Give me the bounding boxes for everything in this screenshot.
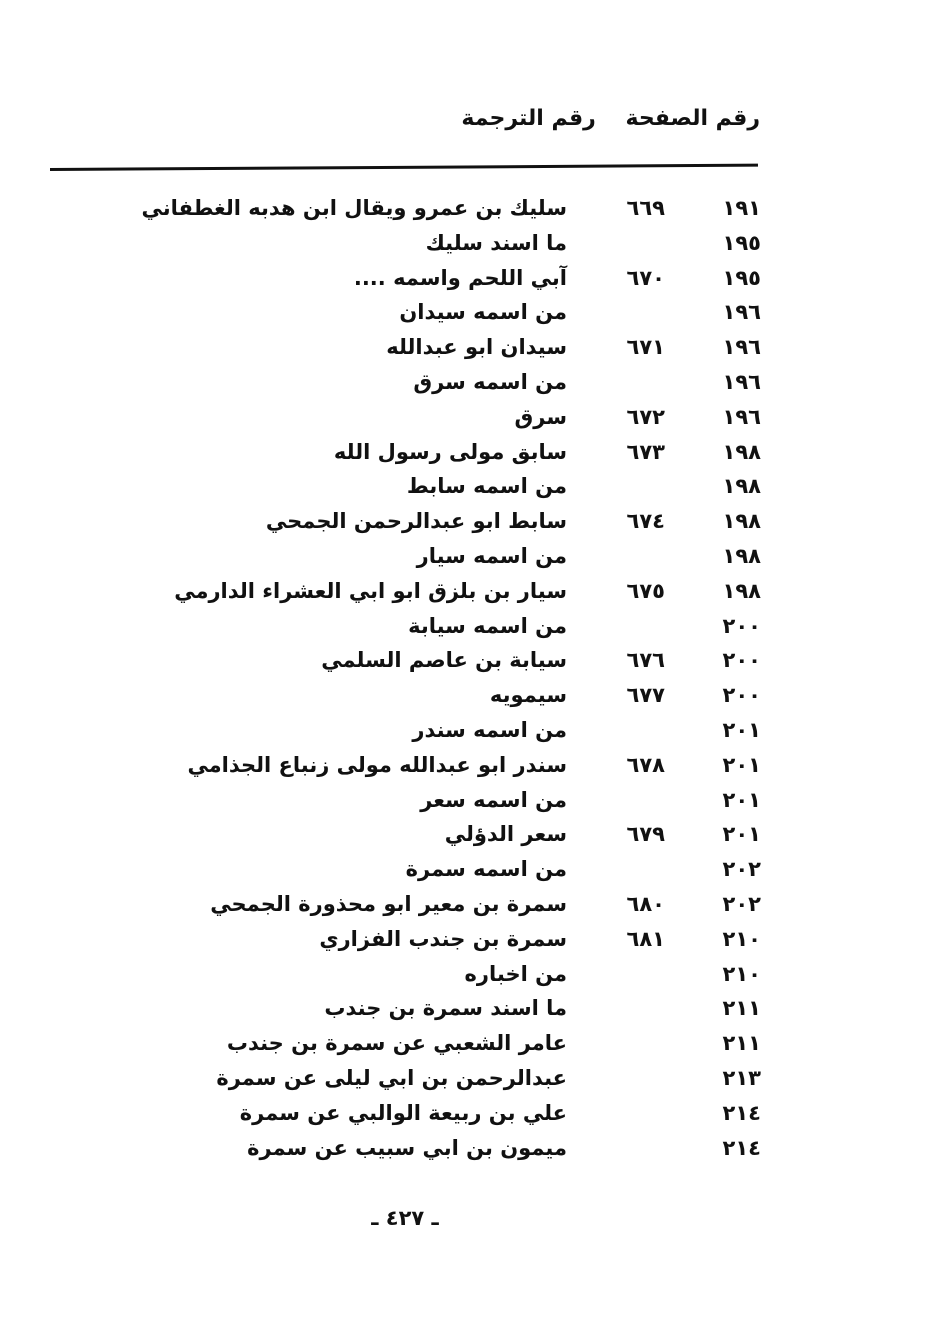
biography-number-cell: ٦٧٩ [626, 822, 665, 847]
entry-name-cell: علي بن ربيعة الوالبي عن سمرة [239, 1100, 567, 1125]
entry-name-cell: من اسمه سمرة [405, 857, 567, 882]
entry-name-cell: سمرة بن معير ابو محذورة الجمحي [210, 891, 567, 916]
table-row [0, 472, 933, 507]
table-row [0, 368, 933, 403]
entry-name-cell: سيمويه [489, 683, 567, 708]
table-row [0, 333, 933, 368]
entry-name-cell: ميمون بن ابي سبيب عن سمرة [247, 1135, 567, 1160]
page-number-cell: ٢٠٠ [722, 683, 761, 708]
biography-number-cell: ٦٧٤ [626, 509, 665, 534]
page-number-cell: ٢٠٠ [722, 648, 761, 673]
page-number-cell: ١٩٥ [722, 230, 761, 255]
table-row [0, 994, 933, 1029]
entry-name-cell: سرق [514, 404, 567, 429]
page-number-cell: ١٩٦ [722, 369, 761, 394]
biography-number-cell: ٦٧٦ [626, 648, 665, 673]
entry-name-cell: ما اسند سليك [425, 230, 567, 255]
entry-name-cell: من اخباره [464, 961, 567, 986]
page-number-cell: ١٩٦ [722, 335, 761, 360]
table-row [0, 1134, 933, 1169]
table-row [0, 264, 933, 299]
entry-name-cell: سيار بن بلزق ابو ابي العشراء الدارمي [174, 578, 567, 603]
biography-number-cell: ٦٦٩ [626, 196, 665, 220]
biography-number-cell: ٦٨٠ [626, 891, 665, 916]
biography-number-cell: ٦٧٣ [626, 439, 665, 464]
page-number-cell: ١٩٥ [722, 265, 761, 290]
entry-name-cell: سيابة بن عاصم السلمي [321, 648, 567, 673]
table-row [0, 229, 933, 264]
page-number-column-header: رقم الصفحة [625, 106, 760, 131]
entry-name-cell: عامر الشعبي عن سمرة بن جندب [226, 1031, 567, 1056]
page-number-cell: ٢١١ [722, 1031, 761, 1056]
table-row [0, 612, 933, 647]
page-number-cell: ١٩٨ [722, 578, 761, 603]
table-row [0, 786, 933, 821]
table-row [0, 194, 933, 229]
table-row [0, 542, 933, 577]
page-number-cell: ٢١٠ [722, 961, 761, 986]
table-row [0, 681, 933, 716]
entry-name-cell: من اسمه سندر [412, 717, 567, 742]
entry-name-cell: من اسمه سيار [416, 543, 567, 568]
page-footer-number: ـ ٤٢٧ ـ [371, 1206, 439, 1230]
page-number-cell: ٢١١ [722, 996, 761, 1021]
page-number-cell: ١٩٨ [722, 474, 761, 499]
page-number-cell: ١٩٦ [722, 404, 761, 429]
table-row [0, 925, 933, 960]
biography-number-cell: ٦٧٧ [626, 683, 665, 708]
page-number-cell: ٢٠١ [722, 752, 761, 777]
entry-name-cell: سيدان ابو عبدالله [386, 335, 567, 360]
page-number-cell: ٢٠١ [722, 787, 761, 812]
page-number-cell: ٢٠١ [722, 822, 761, 847]
biography-number-cell: ٦٧٥ [626, 578, 665, 603]
page-number-cell: ٢١٤ [722, 1100, 761, 1125]
table-row [0, 716, 933, 751]
entry-name-cell: سليك بن عمرو ويقال ابن هدبه الغطفاني [141, 196, 567, 220]
table-row [0, 820, 933, 855]
column-headers [461, 106, 760, 140]
page-number-cell: ١٩٨ [722, 543, 761, 568]
biography-number-cell: ٦٧١ [626, 335, 665, 360]
table-row [0, 1029, 933, 1064]
table-row [0, 298, 933, 333]
entry-name-cell: من اسمه سيدان [399, 300, 567, 325]
page-number-cell: ٢١٣ [722, 1065, 761, 1090]
biography-number-cell: ٦٨١ [626, 926, 665, 951]
page-number-cell: ١٩٨ [722, 509, 761, 534]
entry-name-cell: آبي اللحم واسمه .... [353, 265, 567, 290]
entry-name-cell: ما اسند سمرة بن جندب [324, 996, 567, 1021]
entry-name-cell: سابق مولى رسول الله [333, 439, 567, 464]
biography-number-cell: ٦٧٢ [626, 404, 665, 429]
entry-name-cell: من اسمه سابط [406, 474, 567, 499]
entry-name-cell: من اسمه سيابة [408, 613, 567, 638]
table-row [0, 507, 933, 542]
table-row [0, 890, 933, 925]
table-row [0, 855, 933, 890]
entry-name-cell: سابط ابو عبدالرحمن الجمحي [265, 509, 567, 534]
biography-number-cell: ٦٧٠ [626, 265, 665, 290]
entry-name-cell: من اسمه سعر [420, 787, 567, 812]
page-number-cell: ٢١٠ [722, 926, 761, 951]
entry-name-cell: عبدالرحمن بن ابي ليلى عن سمرة [216, 1065, 567, 1090]
table-row [0, 751, 933, 786]
page-number-cell: ٢٠٢ [722, 857, 761, 882]
table-row [0, 577, 933, 612]
entry-name-cell: من اسمه سرق [413, 369, 567, 394]
table-row [0, 960, 933, 995]
header-rule [50, 164, 758, 171]
biography-number-column-header: رقم الترجمة [461, 106, 596, 131]
table-row [0, 1099, 933, 1134]
page-number-cell: ١٩١ [722, 196, 761, 220]
table-row [0, 1064, 933, 1099]
page-number-cell: ١٩٦ [722, 300, 761, 325]
entry-name-cell: سندر ابو عبدالله مولى زنباع الجذامي [187, 752, 567, 777]
table-row [0, 438, 933, 473]
page-number-cell: ٢٠١ [722, 717, 761, 742]
table-row [0, 646, 933, 681]
page-number-cell: ١٩٨ [722, 439, 761, 464]
entry-name-cell: سعر الدؤلي [444, 822, 567, 847]
page-number-cell: ٢٠٢ [722, 891, 761, 916]
entry-name-cell: سمرة بن جندب الفزاري [319, 926, 567, 951]
page-number-cell: ٢٠٠ [722, 613, 761, 638]
biography-number-cell: ٦٧٨ [626, 752, 665, 777]
index-table [0, 194, 933, 1168]
page-number-cell: ٢١٤ [722, 1135, 761, 1160]
table-row [0, 403, 933, 438]
